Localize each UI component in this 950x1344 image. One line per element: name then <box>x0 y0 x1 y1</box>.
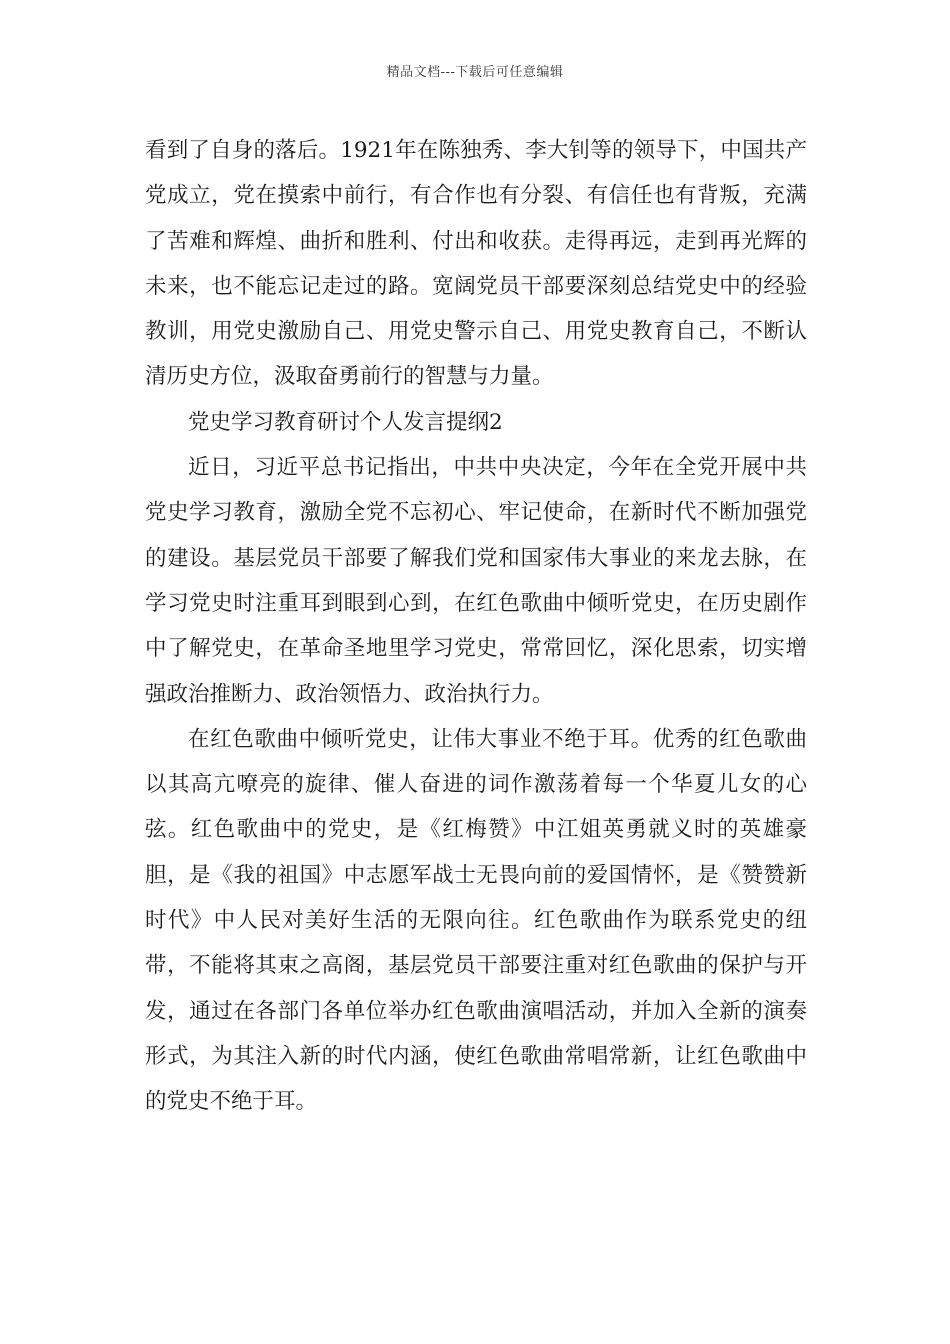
document-body <box>145 128 807 1125</box>
paragraph-red-songs: 在红色歌曲中倾听党史，让伟大事业不绝于耳。优秀的红色歌曲以其高亢嘹亮的旋律、催人奋进的词作激荡着每一个华夏儿女的心弦。红色歌曲中的党史，是《红梅赞》中江姐英勇就义时的英雄豪胆，是《我的祖国》中志愿军战士无畏向前的爱国情怀，是《赞赞新时代》中人民对美好生活的无限向往。红色歌曲作为联系党史的纽带，不能将其束之高阁，基层党员干部要注重对红色歌曲的保护与开发，通过在各部门各单位举办红色歌曲演唱活动，并加入全新的演奏形式，为其注入新的时代内涵，使红色歌曲常唱常新，让红色歌曲中的党史不绝于耳。 <box>145 726 807 1115</box>
page-header: 精品文档---下载后可任意编辑 <box>386 65 564 80</box>
paragraph-continuation: 看到了自身的落后。1921年在陈独秀、李大钊等的领导下，中国共产党成立，党在摸索中前行，有合作也有分裂、有信任也有背叛，充满了苦难和辉煌、曲折和胜利、付出和收获。走得再远，走到再光辉的未来，也不能忘记走过的路。宽阔党员干部要深刻总结党史中的经验教训，用党史激励自己、用党史警示自己、用党史教育自己，不断认清历史方位，汲取奋勇前行的智慧与力量。 <box>145 138 807 390</box>
section-heading: 党史学习教育研讨个人发言提纲2 <box>188 409 503 435</box>
paragraph-intro: 近日，习近平总书记指出，中共中央决定，今年在全党开展中共党史学习教育，激励全党不忘初心、牢记使命，在新时代不断加强党的建设。基层党员干部要了解我们党和国家伟大事业的来龙去脉，在学习党史时注重耳到眼到心到，在红色歌曲中倾听党史，在历史剧作中了解党史，在革命圣地里学习党史，常常回忆，深化思索，切实增强政治推断力、政治领悟力、政治执行力。 <box>145 455 807 707</box>
